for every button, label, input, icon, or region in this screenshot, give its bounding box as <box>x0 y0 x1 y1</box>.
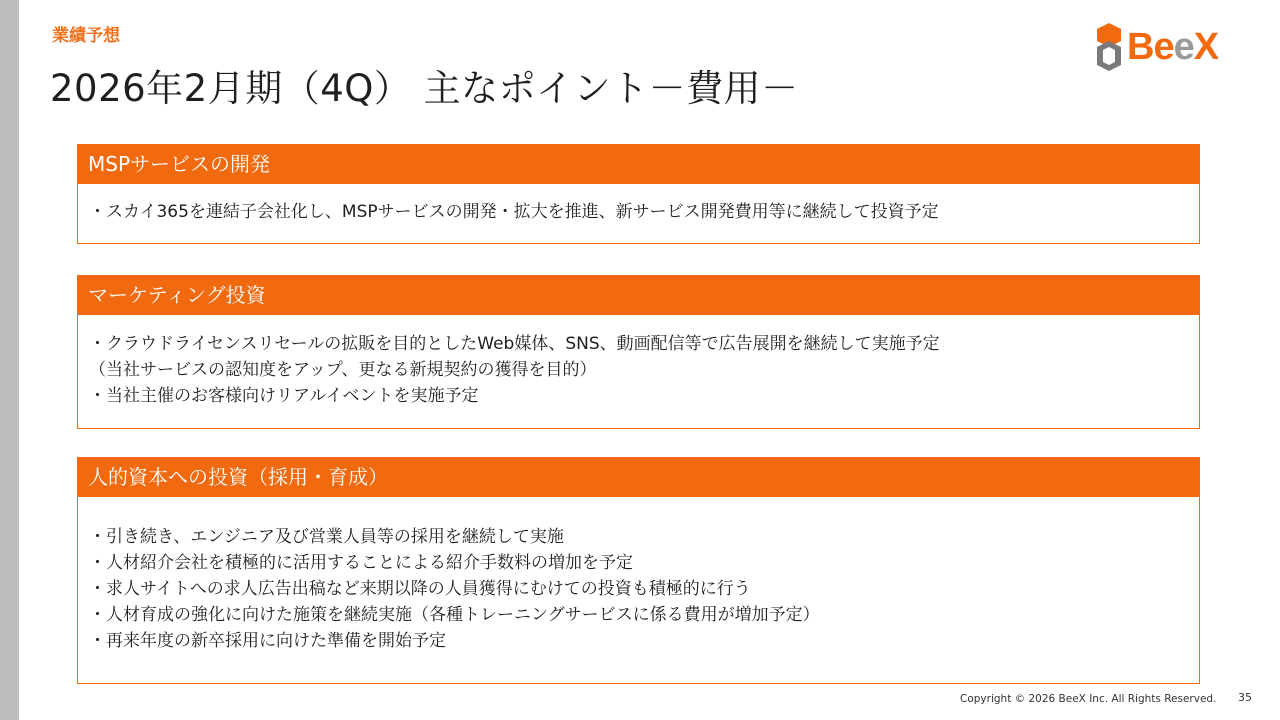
card-human-capital-investment <box>77 457 1200 684</box>
beex-logo-icon <box>1097 23 1121 71</box>
bullet-line: ・人材紹介会社を積極的に活用することによる紹介手数料の増加を予定 <box>89 553 633 573</box>
card-body <box>78 315 1199 409</box>
beex-logo <box>1097 23 1218 71</box>
bullet-line: ・引き続き、エンジニア及び営業人員等の採用を継続して実施 <box>89 527 564 547</box>
card-marketing-investment <box>77 275 1200 429</box>
section-label: 業績予想 <box>52 26 120 46</box>
card-body <box>78 184 1199 225</box>
beex-logo-text: BeeX <box>1127 26 1219 68</box>
bullet-line: ・再来年度の新卒採用に向けた準備を開始予定 <box>89 631 446 651</box>
card-header: MSPサービスの開発 <box>78 145 1199 184</box>
card-header: マーケティング投資 <box>78 276 1199 315</box>
bullet-line: ・当社主催のお客様向けリアルイベントを実施予定 <box>89 386 479 406</box>
bullet-line: ・人材育成の強化に向けた施策を継続実施（各種トレーニングサービスに係る費用が増加予定） <box>89 605 820 625</box>
page-title: 2026年2月期（4Q） 主なポイント－費用－ <box>50 67 799 110</box>
bullet-line: ・求人サイトへの求人広告出稿など来期以降の人員獲得にむけての投資も積極的に行う <box>89 579 751 599</box>
card-body <box>78 497 1199 654</box>
card-header: 人的資本への投資（採用・育成） <box>78 458 1199 497</box>
bullet-line: ・クラウドライセンスリセールの拡販を目的としたWeb媒体、SNS、動画配信等で広告展開を継続して実施予定 <box>89 334 940 354</box>
bullet-line: ・スカイ365を連結子会社化し、MSPサービスの開発・拡大を推進、新サービス開発費用等に継続して投資予定 <box>89 202 939 222</box>
bullet-line: （当社サービスの認知度をアップ、更なる新規契約の獲得を目的） <box>89 360 597 380</box>
copyright-notice: Copyright © 2026 BeeX Inc. All Rights Reserved. <box>960 693 1217 705</box>
page-number: 35 <box>1238 691 1252 704</box>
card-msp-service <box>77 144 1200 244</box>
left-accent-bar <box>0 0 19 720</box>
